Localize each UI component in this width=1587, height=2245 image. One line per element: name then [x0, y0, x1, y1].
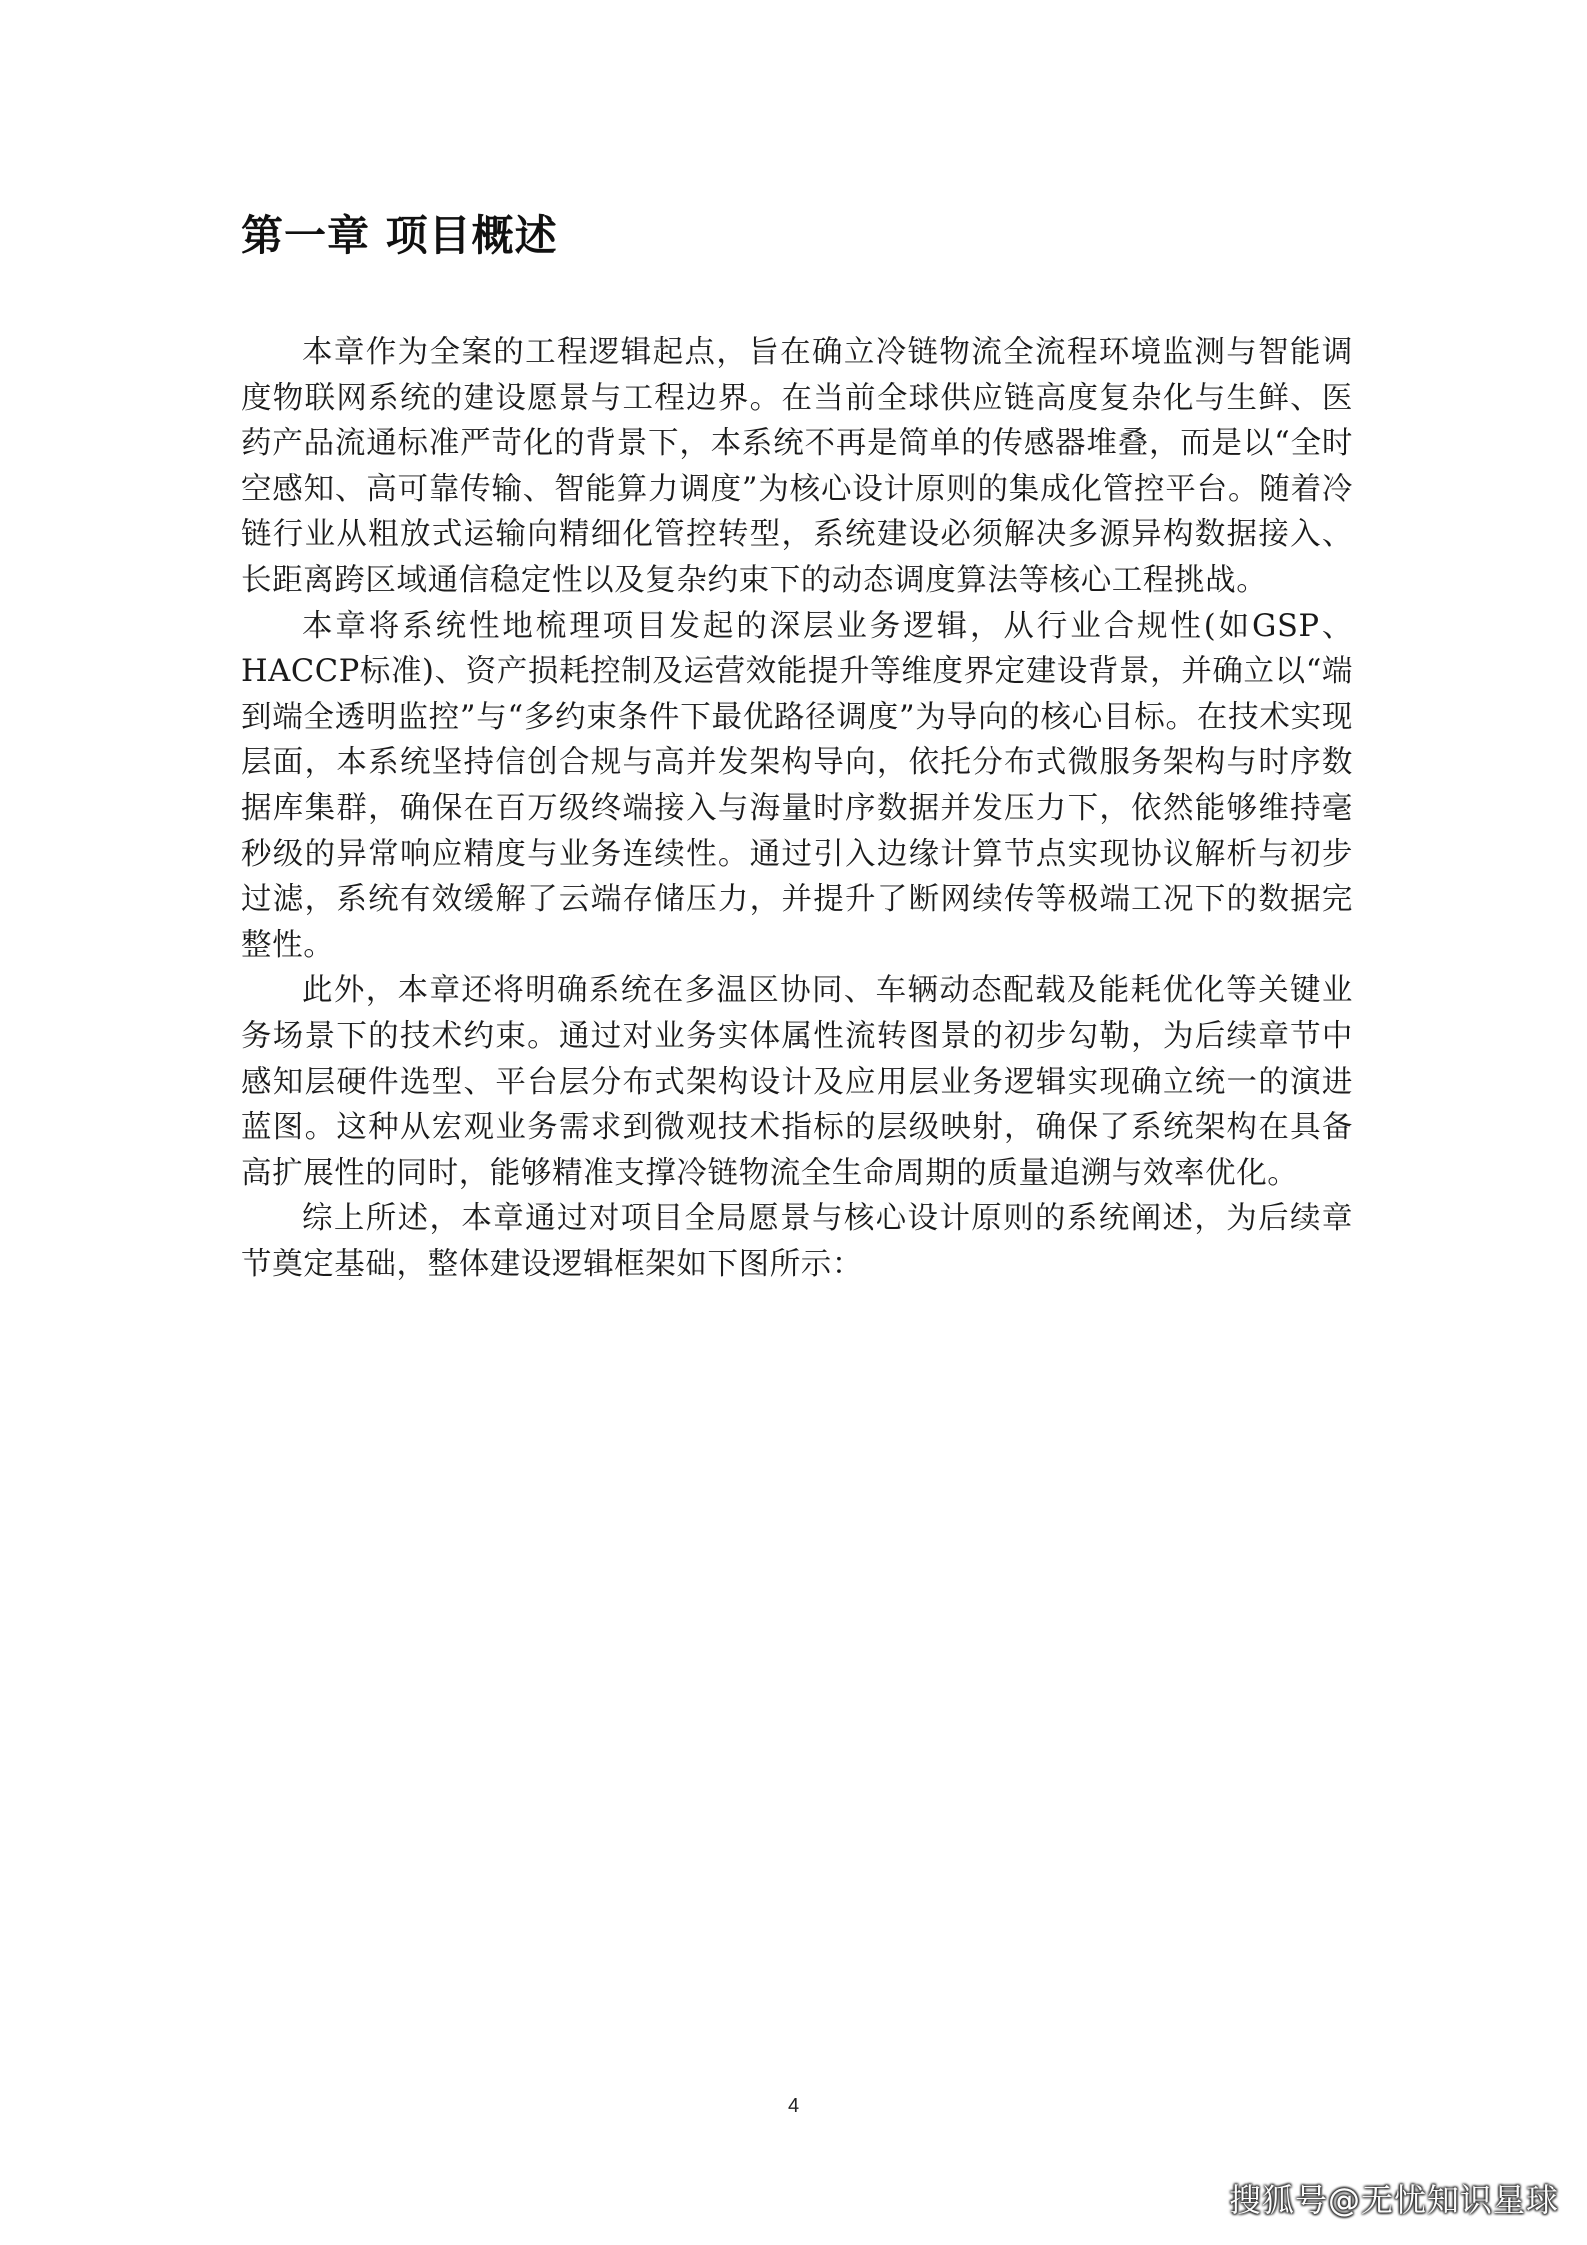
page-number: 4: [787, 2095, 800, 2117]
paragraph-1: 本章作为全案的工程逻辑起点，旨在确立冷链物流全流程环境监测与智能调度物联网系统的建设愿景与工程边界。在当前全球供应链高度复杂化与生鲜、医药产品流通标准严苛化的背景下，本系统不再是简单的传感器堆叠，而是以“全时空感知、高可靠传输、智能算力调度”为核心设计原则的集成化管控平台。随着冷链行业从粗放式运输向精细化管控转型，系统建设必须解决多源异构数据接入、长距离跨区域通信稳定性以及复杂约束下的动态调度算法等核心工程挑战。: [241, 335, 1353, 598]
paragraph-2: 本章将系统性地梳理项目发起的深层业务逻辑，从行业合规性(如GSP、HACCP标准)、资产损耗控制及运营效能提升等维度界定建设背景，并确立以“端到端全透明监控”与“多约束条件下最优路径调度”为导向的核心目标。在技术实现层面，本系统坚持信创合规与高并发架构导向，依托分布式微服务架构与时序数据库集群，确保在百万级终端接入与海量时序数据并发压力下，依然能够维持毫秒级的异常响应精度与业务连续性。通过引入边缘计算节点实现协议解析与初步过滤，系统有效缓解了云端存储压力，并提升了断网续传等极端工况下的数据完整性。: [241, 608, 1353, 963]
watermark: 搜狐号@无忧知识星球: [1228, 2181, 1559, 2219]
chapter-body: [241, 330, 1353, 1287]
chapter-title: 第一章 项目概述: [241, 211, 558, 260]
paragraph-3: 此外，本章还将明确系统在多温区协同、车辆动态配载及能耗优化等关键业务场景下的技术约束。通过对业务实体属性流转图景的初步勾勒，为后续章节中感知层硬件选型、平台层分布式架构设计及应用层业务逻辑实现确立统一的演进蓝图。这种从宏观业务需求到微观技术指标的层级映射，确保了系统架构在具备高扩展性的同时，能够精准支撑冷链物流全生命周期的质量追溯与效率优化。: [241, 973, 1353, 1191]
paragraph-4: 综上所述，本章通过对项目全局愿景与核心设计原则的系统阐述，为后续章节奠定基础，整体建设逻辑框架如下图所示：: [241, 1201, 1353, 1282]
